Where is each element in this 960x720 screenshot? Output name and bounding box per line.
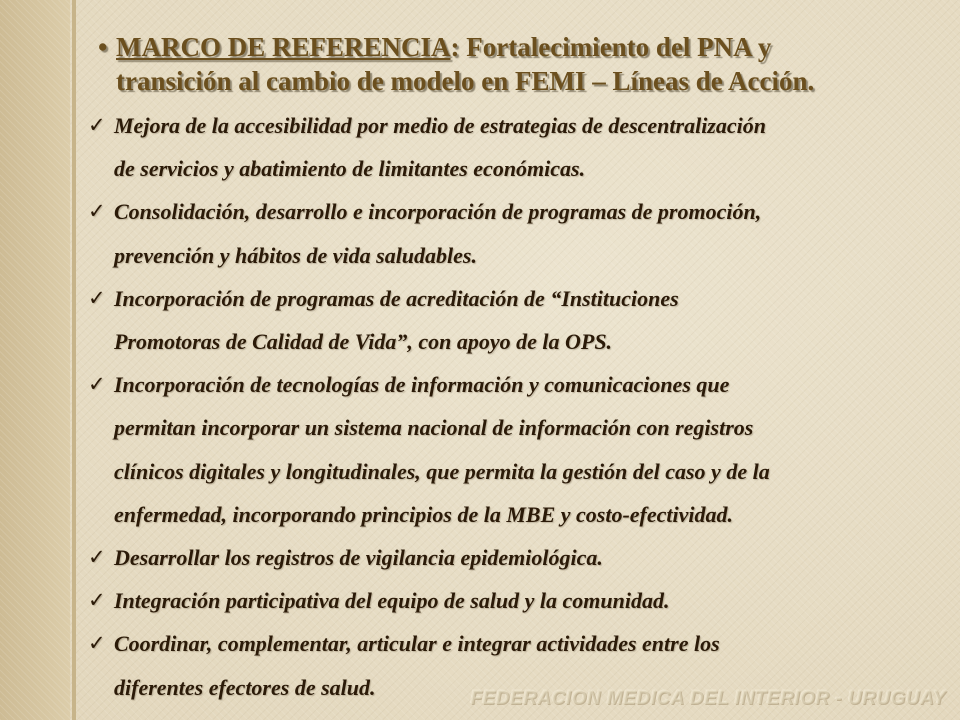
- list-item-line: permitan incorporar un sistema nacional de información con registros: [114, 415, 754, 441]
- check-mark-icon: ✓: [88, 588, 106, 613]
- list-item: [88, 190, 948, 276]
- list-item-line: de servicios y abatimiento de limitantes económicas.: [114, 156, 586, 182]
- list-item: [88, 579, 948, 622]
- footer-watermark: FEDERACION MEDICA DEL INTERIOR - URUGUAY: [470, 688, 946, 709]
- list-item: [88, 104, 948, 190]
- list-item-line: Incorporación de tecnologías de información y comunicaciones que: [114, 372, 730, 398]
- list-item-line: clínicos digitales y longitudinales, que permita la gestión del caso y de la: [114, 458, 770, 484]
- list-item: [88, 277, 948, 363]
- check-mark-icon: ✓: [88, 545, 106, 570]
- list-item-line: Coordinar, complementar, articular e integrar actividades entre los: [114, 631, 720, 657]
- check-mark-icon: ✓: [88, 199, 106, 224]
- action-lines-list: [88, 104, 948, 709]
- left-vertical-rule: [72, 0, 76, 720]
- list-item-line: Incorporación de programas de acreditación de “Instituciones: [114, 285, 679, 311]
- list-item-line: prevención y hábitos de vida saludables.: [114, 242, 477, 268]
- list-item: [88, 363, 948, 536]
- list-item-line: Integración participativa del equipo de salud y la comunidad.: [114, 588, 670, 614]
- check-mark-icon: ✓: [88, 372, 106, 397]
- list-item-line: Consolidación, desarrollo e incorporación de programas de promoción,: [114, 199, 762, 225]
- check-mark-icon: ✓: [88, 113, 106, 137]
- check-mark-icon: ✓: [88, 631, 106, 656]
- list-item: [88, 536, 948, 579]
- title-line-1: [116, 30, 958, 64]
- list-item-line: enfermedad, incorporando principios de la MBE y costo-efectividad.: [114, 501, 733, 527]
- list-item-line: diferentes efectores de salud.: [114, 674, 376, 700]
- list-item-line: Mejora de la accesibilidad por medio de estrategias de descentralización: [114, 113, 766, 138]
- title-heading-rest: : Fortalecimiento del PNA y: [450, 32, 772, 62]
- title-bullet: •: [98, 32, 108, 62]
- check-mark-icon: ✓: [88, 285, 106, 310]
- title-line-2: transición al cambio de modelo en FEMI – Líneas de Acción.: [116, 66, 815, 96]
- title-heading-underlined: MARCO DE REFERENCIA: [116, 32, 451, 62]
- left-decorative-band: [0, 0, 70, 720]
- slide-title: [98, 30, 958, 98]
- list-item-line: Promotoras de Calidad de Vida”, con apoyo de la OPS.: [114, 329, 613, 355]
- list-item-line: Desarrollar los registros de vigilancia epidemiológica.: [114, 545, 603, 571]
